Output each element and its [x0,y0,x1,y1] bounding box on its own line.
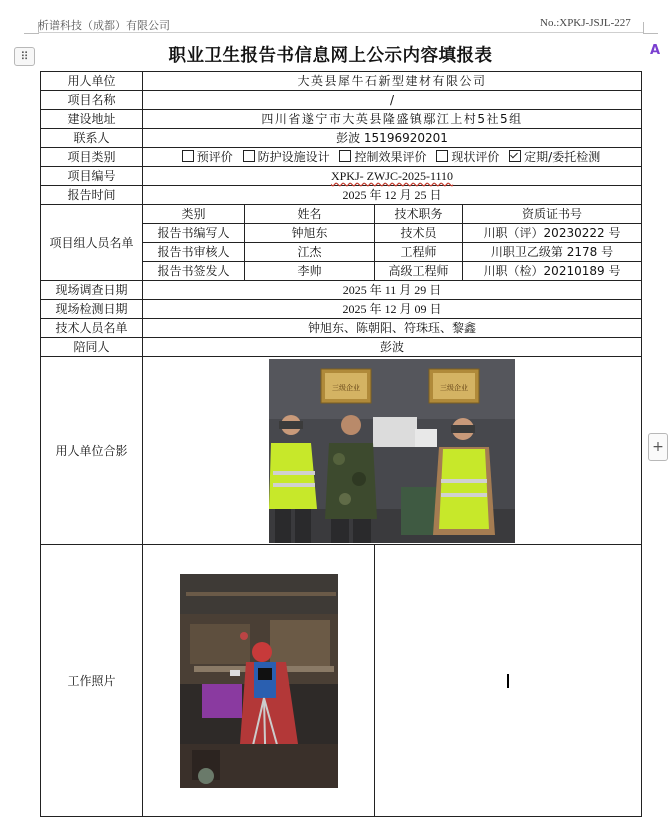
team-person[interactable]: 江杰 [245,243,375,262]
team-role[interactable]: 报告书签发人 [143,262,245,281]
test-date-label: 现场检测日期 [41,300,143,319]
address-label: 建设地址 [41,110,143,129]
survey-date-label: 现场调查日期 [41,281,143,300]
checkbox-periodic-testing[interactable] [509,150,521,162]
team-header-title: 技术职务 [375,205,463,224]
page-title: 职业卫生报告书信息网上公示内容填报表 [168,46,493,66]
team-header-name: 姓名 [245,205,375,224]
team-person[interactable]: 钟旭东 [245,224,375,243]
test-date-value[interactable]: 2025 年 12 月 09 日 [143,300,642,319]
project-name-label: 项目名称 [41,91,143,110]
margin-corner-mark [643,22,658,34]
team-certificate[interactable]: 川职（评）20230222 号 [463,224,642,243]
work-photo-label: 工作照片 [41,545,143,817]
group-photo-image[interactable] [269,359,515,543]
plaque-text: 三级企业 [440,383,468,392]
accompany-label: 陪同人 [41,338,143,357]
option-pre-evaluation[interactable]: 预评价 [182,150,235,164]
team-certificate[interactable]: 川职（检）20210189 号 [463,262,642,281]
add-column-button[interactable]: + [648,433,668,461]
team-title[interactable]: 技术员 [375,224,463,243]
text-cursor [507,674,509,688]
project-type-label: 项目类别 [41,148,143,167]
employer-label: 用人单位 [41,72,143,91]
accompany-value[interactable]: 彭波 [143,338,642,357]
checkbox-pre-evaluation[interactable] [182,150,194,162]
contact-value[interactable]: 彭波 15196920201 [143,129,642,148]
option-control-effect[interactable]: 控制效果评价 [339,150,428,164]
project-no-text: XPKJ- ZWJC-2025-1110 [330,169,454,183]
group-photo-scene [269,359,515,543]
checkbox-status-evaluation[interactable] [436,150,448,162]
tech-staff-value[interactable]: 钟旭东、陈朝阳、符珠珏、黎鑫 [143,319,642,338]
team-certificate[interactable]: 川职卫乙级第 2178 号 [463,243,642,262]
work-photo-empty-cell[interactable] [375,545,642,817]
group-photo-cell[interactable] [143,357,642,545]
table-move-handle-icon[interactable]: ⠿ [14,47,35,66]
header-doc-number: No.:XPKJ-JSJL-227 [540,17,631,29]
option-status-evaluation[interactable]: 现状评价 [436,150,501,164]
plaque-text: 三级企业 [332,383,360,392]
font-style-icon[interactable]: A [650,43,661,58]
team-label: 项目组人员名单 [41,205,143,281]
info-form-table [40,71,642,817]
checkbox-control-effect[interactable] [339,150,351,162]
team-person[interactable]: 李帅 [245,262,375,281]
group-photo-label: 用人单位合影 [41,357,143,545]
work-photo-scene [180,574,338,788]
report-time-label: 报告时间 [41,186,143,205]
team-role[interactable]: 报告书编写人 [143,224,245,243]
tech-staff-label: 技术人员名单 [41,319,143,338]
address-value[interactable]: 四川省遂宁市大英县隆盛镇鄢江上村5社5组 [143,110,642,129]
margin-corner-mark [24,22,39,34]
report-time-value[interactable]: 2025 年 12 月 25 日 [143,186,642,205]
project-no-label: 项目编号 [41,167,143,186]
work-photo-cell[interactable] [143,545,375,817]
option-protection-design[interactable]: 防护设施设计 [243,150,332,164]
project-no-value[interactable] [143,167,642,186]
team-role[interactable]: 报告书审核人 [143,243,245,262]
header-rule [38,32,643,33]
team-header-certificate: 资质证书号 [463,205,642,224]
survey-date-value[interactable]: 2025 年 11 月 29 日 [143,281,642,300]
header-company: 析谱科技（成都）有限公司 [38,19,170,32]
team-title[interactable]: 高级工程师 [375,262,463,281]
project-name-value[interactable]: / [143,91,642,110]
employer-value[interactable]: 大英县犀牛石新型建材有限公司 [143,72,642,91]
contact-label: 联系人 [41,129,143,148]
team-header-category: 类别 [143,205,245,224]
team-title[interactable]: 工程师 [375,243,463,262]
work-photo-image[interactable] [180,574,338,788]
project-type-options [143,148,642,167]
option-periodic-testing[interactable]: 定期/委托检测 [509,150,602,164]
checkbox-protection-design[interactable] [243,150,255,162]
